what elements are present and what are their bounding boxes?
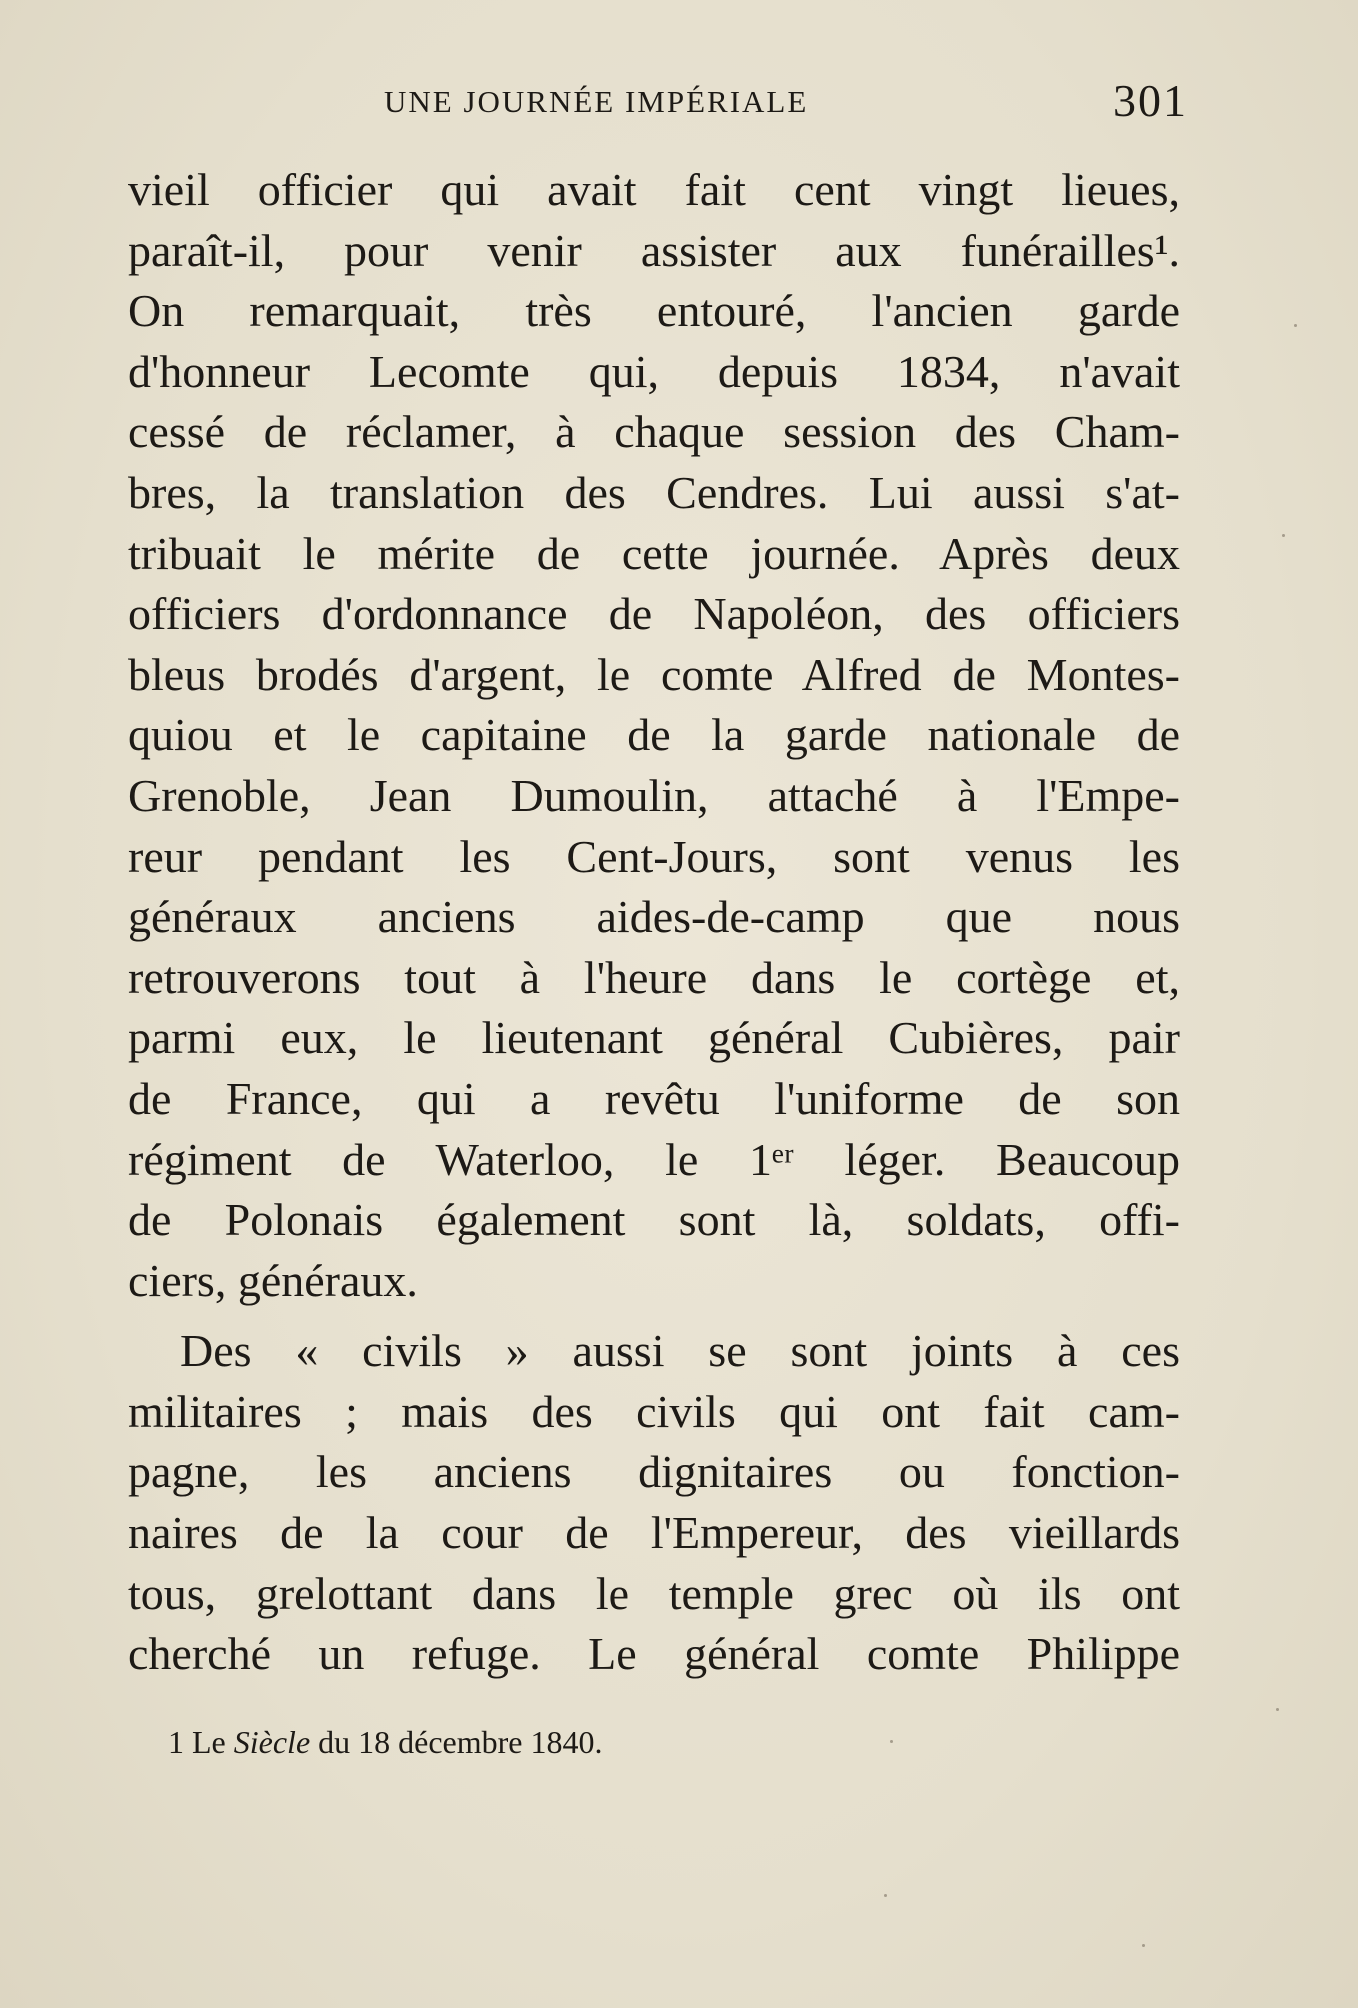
text-line: On remarquait, très entouré, l'ancien garde <box>128 285 1180 337</box>
text-line: pagne, les anciens dignitaires ou fonction- <box>128 1446 1180 1498</box>
footnote-number: 1 <box>168 1724 184 1760</box>
footnote-text-before: Le <box>192 1724 226 1760</box>
text-line: d'honneur Lecomte qui, depuis 1834, n'avait <box>128 345 1180 397</box>
text-line: vieil officier qui avait fait cent vingt lieues, <box>128 164 1180 215</box>
footnote <box>168 1722 603 1762</box>
text-line: militaires ; mais des civils qui ont fait cam- <box>128 1385 1180 1437</box>
running-head <box>128 74 1188 134</box>
text-line: reur pendant les Cent-Jours, sont venus les <box>128 830 1180 882</box>
text-line: paraît-il, pour venir assister aux funérailles¹. <box>128 224 1180 276</box>
text-line: Grenoble, Jean Dumoulin, attaché à l'Empe- <box>128 769 1180 821</box>
text-line: bres, la translation des Cendres. Lui aussi s'at- <box>128 466 1180 518</box>
page-number: 301 <box>1113 75 1188 126</box>
text-line: de France, qui a revêtu l'uniforme de son <box>128 1072 1180 1124</box>
text-line: Des « civils » aussi se sont joints à ces <box>180 1325 1180 1377</box>
text-line: quiou et le capitaine de la garde nationale de <box>128 709 1180 761</box>
body-text <box>128 160 1180 1685</box>
text-line: de Polonais également sont là, soldats, offi- <box>128 1194 1180 1246</box>
text-line: retrouverons tout à l'heure dans le cortège et, <box>128 951 1180 1003</box>
paper-speck <box>890 1740 893 1743</box>
paper-speck <box>884 1894 887 1897</box>
text-line: parmi eux, le lieutenant général Cubières, pair <box>128 1012 1180 1064</box>
text-line: régiment de Waterloo, le 1ᵉʳ léger. Beaucoup <box>128 1133 1180 1185</box>
text-line: cherché un refuge. Le général comte Philippe <box>128 1628 1180 1680</box>
text-line: bleus brodés d'argent, le comte Alfred de Montes- <box>128 648 1180 700</box>
text-line: naires de la cour de l'Empereur, des vieillards <box>128 1507 1180 1559</box>
running-title: UNE JOURNÉE IMPÉRIALE <box>384 84 809 119</box>
text-line: tribuait le mérite de cette journée. Après deux <box>128 527 1180 579</box>
footnote-title: Siècle <box>233 1724 311 1760</box>
text-line: ciers, généraux. <box>128 1254 418 1306</box>
paper-speck <box>1276 1708 1279 1711</box>
text-line: cessé de réclamer, à chaque session des Cham- <box>128 406 1180 458</box>
footnote-text-after: du 18 décembre 1840. <box>318 1724 603 1760</box>
text-line: officiers d'ordonnance de Napoléon, des officiers <box>128 588 1180 640</box>
paper-speck <box>1282 534 1285 537</box>
text-line: tous, grelottant dans le temple grec où ils ont <box>128 1567 1180 1619</box>
paper-speck <box>1142 1944 1145 1947</box>
paragraph-gap <box>128 1311 1180 1321</box>
text-line: généraux anciens aides-de-camp que nous <box>128 891 1180 943</box>
paper-speck <box>1294 324 1297 327</box>
